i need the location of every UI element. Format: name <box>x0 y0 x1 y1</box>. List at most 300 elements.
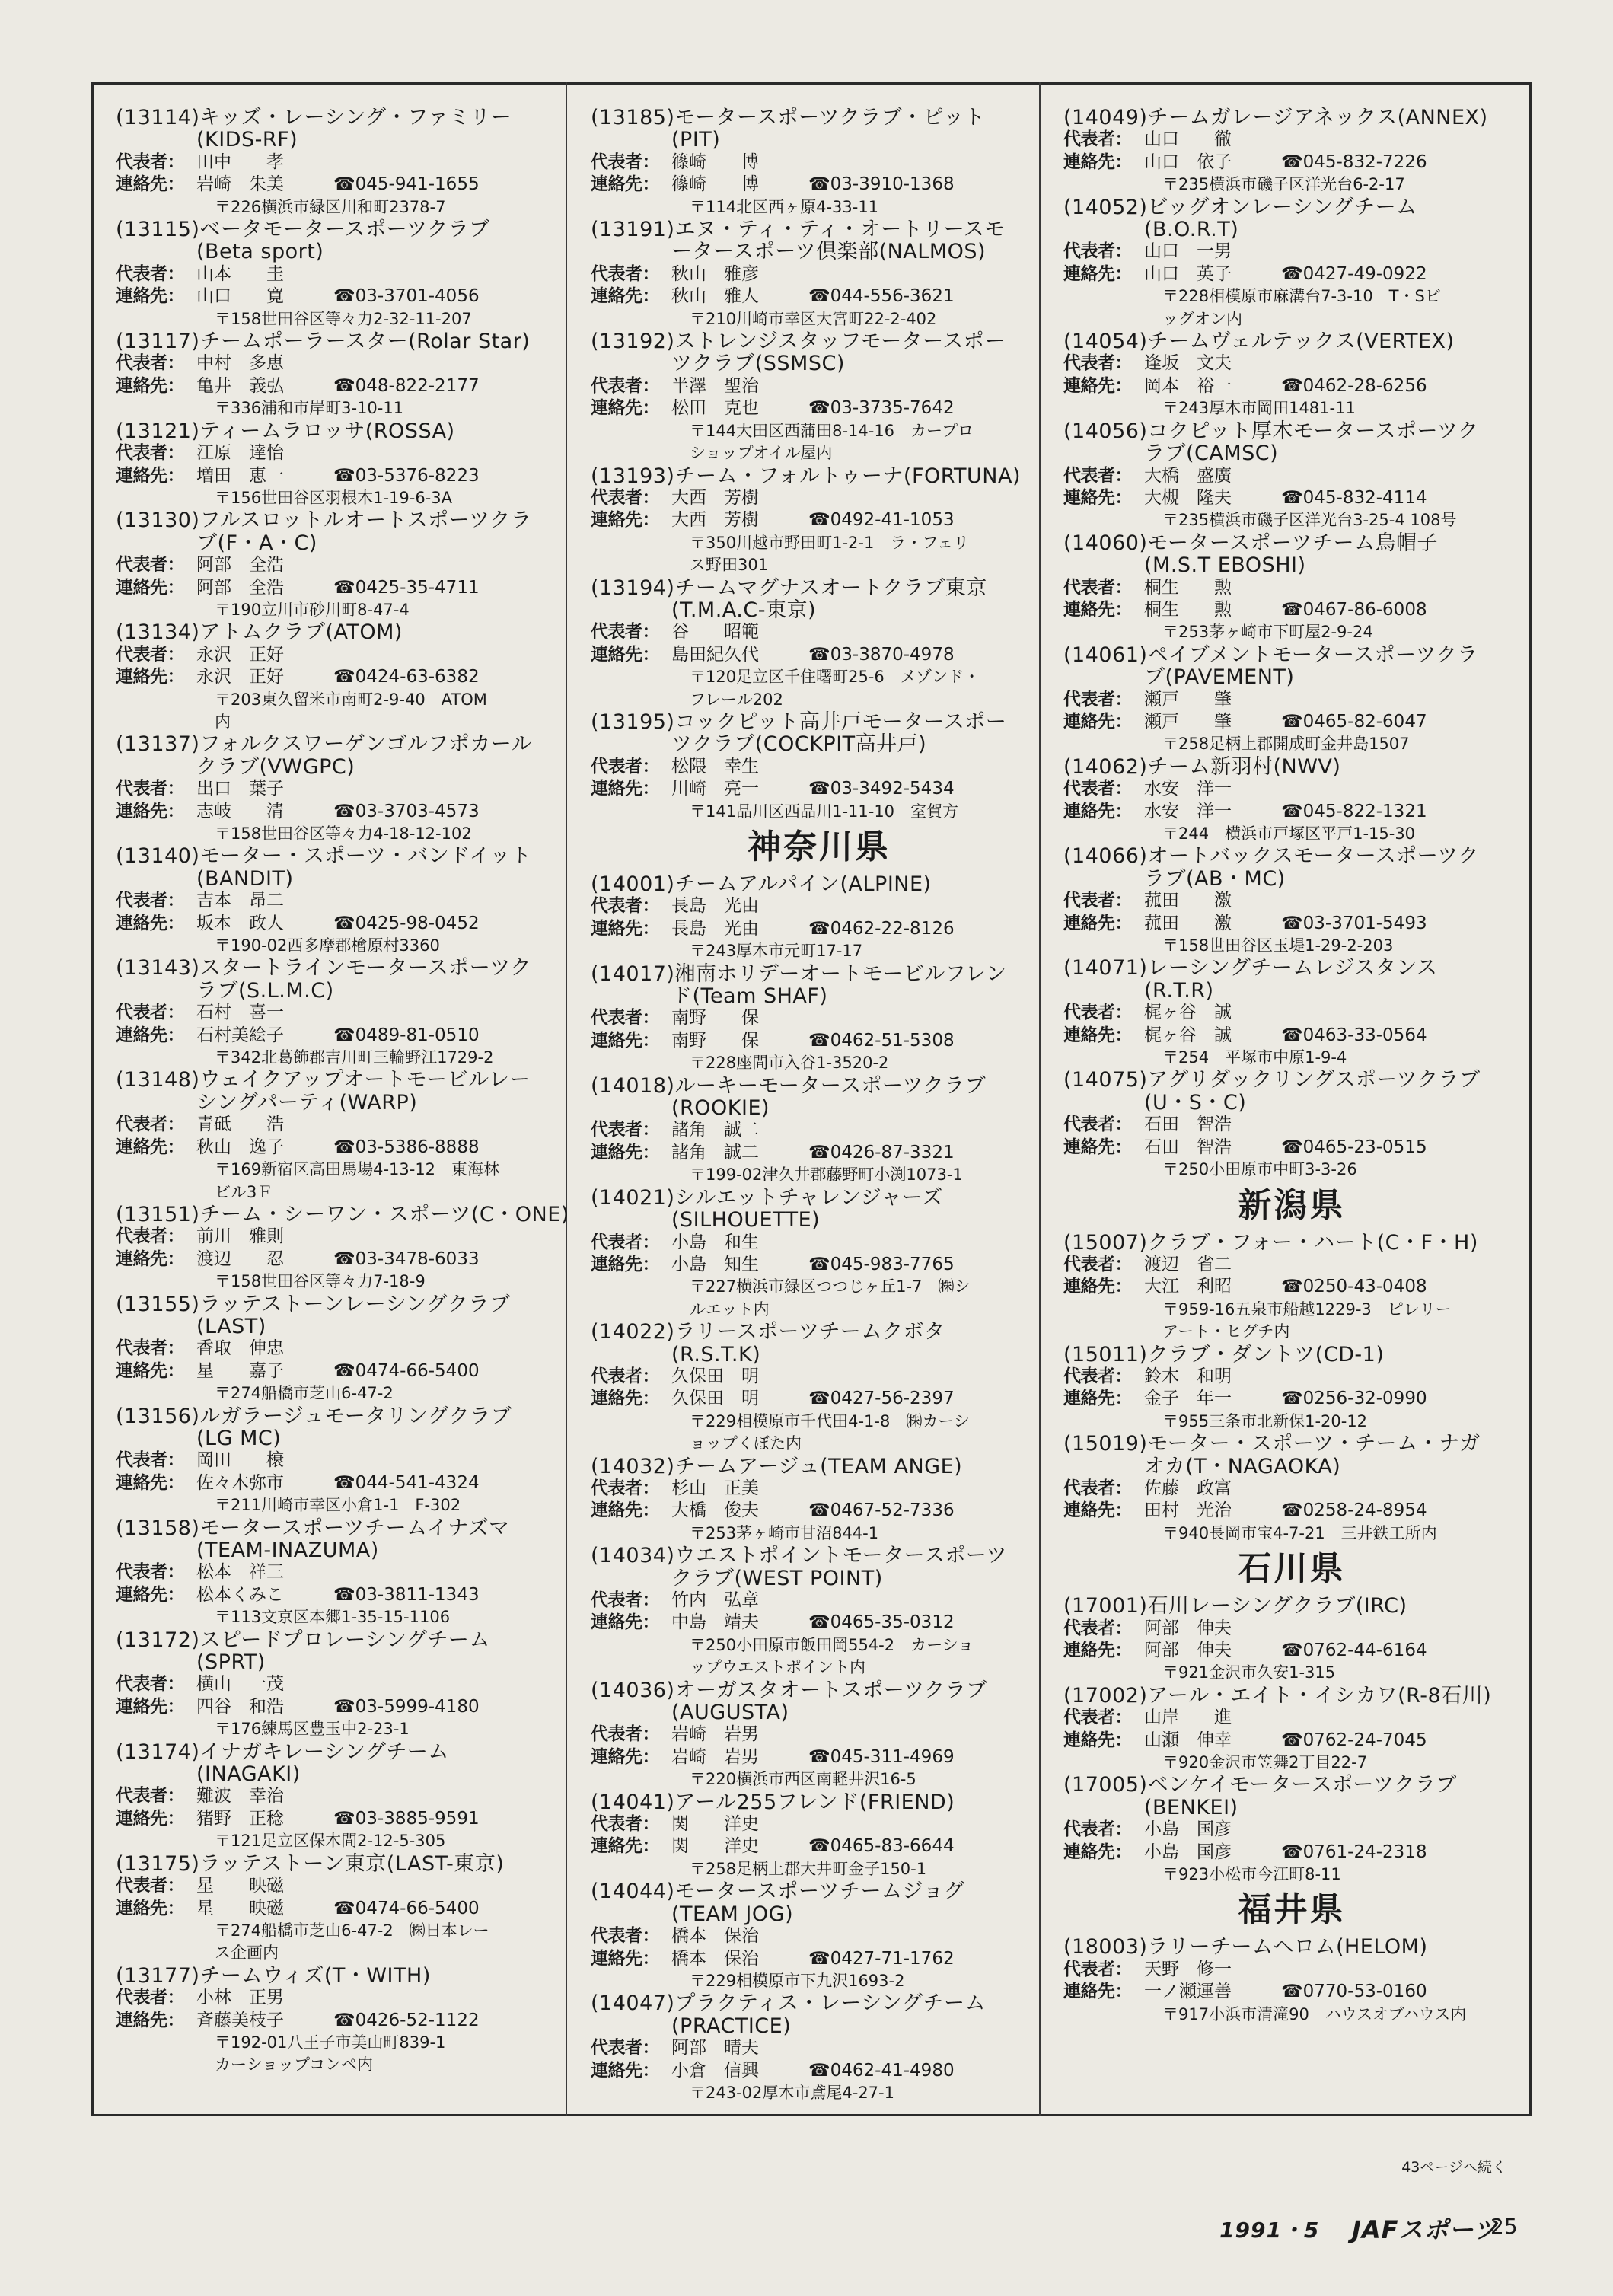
postal-address: 〒156世田谷区羽根木1-19-6-3A <box>215 488 452 507</box>
representative-label: 代表者： <box>591 151 659 172</box>
contact-name: 大西 芳樹 <box>671 510 759 531</box>
club-number-name: (13151)チーム・シーワン・スポーツ(C・ONE) <box>116 1202 569 1226</box>
contact-detail <box>196 1898 572 1920</box>
postal-address: 〒228相模原市麻溝台7-3-10 T・Sビ ッグオン内 <box>1162 287 1441 328</box>
postal-address: 〒192-01八王子市美山町839-1 カーショップコンペ内 <box>215 2033 446 2074</box>
club-name-continued: ツクラブ(COCKPIT高井戸) <box>671 732 927 757</box>
phone-number: ☎03-3478-6033 <box>333 1248 480 1269</box>
club-number-name: (14044)モータースポーツチームジョグ <box>591 1880 965 1904</box>
contact-name: 篠崎 博 <box>671 174 759 195</box>
phone-number: ☎0489-81-0510 <box>333 1025 480 1045</box>
representative-label: 代表者： <box>1063 689 1132 710</box>
continued-note: 43ページへ続く <box>1401 2159 1506 2176</box>
club-entry <box>1063 1232 1520 1344</box>
contact-detail <box>1144 913 1520 935</box>
contact-name: 島田紀久代 <box>671 644 759 665</box>
phone-number: ☎03-3492-5434 <box>808 779 955 799</box>
representative-label: 代表者： <box>116 1786 184 1807</box>
contact-detail <box>1144 711 1520 733</box>
club-number-name: (15011)クラブ・ダントツ(CD-1) <box>1063 1342 1385 1366</box>
prefecture-heading: 新潟県 <box>1238 1185 1346 1225</box>
representative-row <box>591 2037 1047 2059</box>
contact-detail <box>671 1500 1047 1522</box>
contact-label: 連絡先： <box>116 1584 184 1605</box>
representative-label: 代表者： <box>591 1478 659 1498</box>
contact-label: 連絡先： <box>591 1030 659 1051</box>
club-entry <box>116 845 572 957</box>
representative-name: 篠崎 博 <box>671 151 759 172</box>
contact-label: 連絡先： <box>1063 599 1132 620</box>
contact-detail <box>1144 1137 1520 1159</box>
representative-row <box>591 756 1047 778</box>
representative-name: 石村 喜一 <box>196 1003 284 1023</box>
phone-number: ☎045-832-7226 <box>1281 151 1427 172</box>
representative-row <box>116 352 572 375</box>
contact-detail <box>671 1142 1047 1164</box>
contact-label: 連絡先： <box>591 1836 659 1857</box>
club-name-continued: (R.T.R) <box>1144 978 1214 1003</box>
contact-detail <box>671 1612 1047 1634</box>
representative-label: 代表者： <box>591 1590 659 1610</box>
postal-address: 〒176練馬区豊玉中2-23-1 <box>215 1720 410 1739</box>
contact-label: 連絡先： <box>1063 1641 1132 1660</box>
contact-detail <box>1144 1388 1520 1410</box>
postal-address: 〒158世田谷区等々力7-18-9 <box>215 1272 426 1291</box>
club-entry <box>591 1992 1047 2104</box>
club-number-name: (14041)アール255フレンド(FRIEND) <box>591 1790 955 1814</box>
club-entry <box>116 107 572 218</box>
representative-label: 代表者： <box>591 375 659 396</box>
representative-label: 代表者： <box>1063 577 1132 598</box>
representative-name: 前川 雅則 <box>196 1226 284 1247</box>
postal-address: 〒190立川市砂川町8-47-4 <box>215 600 410 619</box>
club-number-name: (14075)アグリダックリングスポーツクラブ <box>1063 1068 1481 1092</box>
club-heading <box>116 733 572 778</box>
postal-address: 〒190-02西多摩郡檜原村3360 <box>215 936 440 955</box>
contact-detail <box>671 509 1047 531</box>
representative-row <box>1063 890 1520 912</box>
contact-row <box>116 577 572 599</box>
contact-name: 斉藤美枝子 <box>196 2010 284 2030</box>
contact-detail <box>1144 151 1520 174</box>
contact-detail <box>671 1030 1047 1052</box>
club-heading <box>1063 532 1520 577</box>
phone-number: ☎0492-41-1053 <box>808 510 955 531</box>
contact-label: 連絡先： <box>591 174 659 195</box>
representative-name: 山岸 進 <box>1144 1708 1232 1728</box>
club-heading <box>116 330 572 352</box>
representative-row <box>116 644 572 666</box>
contact-name: 菰田 激 <box>1144 913 1232 933</box>
club-number-name: (14001)チームアルパイン(ALPINE) <box>591 872 932 896</box>
representative-row <box>1063 1819 1520 1841</box>
contact-label: 連絡先： <box>116 913 184 933</box>
club-heading <box>1063 1936 1520 1958</box>
contact-label: 連絡先： <box>1063 151 1132 172</box>
representative-row <box>591 375 1047 397</box>
postal-address: 〒235横浜市磯子区洋光台6-2-17 <box>1162 175 1405 194</box>
representative-name: 田中 孝 <box>196 151 284 172</box>
club-name-continued: (KIDS-RF) <box>196 128 298 152</box>
representative-name: 秋山 雅彦 <box>671 263 759 284</box>
representative-name: 阿部 伸夫 <box>1144 1618 1232 1638</box>
club-heading <box>116 1405 572 1450</box>
phone-number: ☎0762-44-6164 <box>1281 1641 1427 1660</box>
contact-detail <box>1144 487 1520 509</box>
club-entry <box>116 218 572 330</box>
representative-name: 山本 圭 <box>196 263 284 284</box>
prefecture-heading: 神奈川県 <box>748 828 891 866</box>
postal-address: 〒158世田谷区等々力4-18-12-102 <box>215 824 472 843</box>
contact-name: 永沢 正好 <box>196 667 284 687</box>
club-heading <box>1063 644 1520 689</box>
representative-row <box>1063 1707 1520 1729</box>
club-number-name: (13115)ベータモータースポーツクラブ <box>116 218 490 242</box>
representative-label: 代表者： <box>1063 1003 1132 1023</box>
club-entry <box>116 1293 572 1405</box>
contact-name: 松田 克也 <box>671 398 759 419</box>
contact-label: 連絡先： <box>116 375 184 396</box>
representative-row <box>1063 1959 1520 1981</box>
contact-name: 山口 依子 <box>1144 151 1232 172</box>
representative-name: 小島 国彦 <box>1144 1819 1232 1840</box>
representative-label: 代表者： <box>116 644 184 665</box>
phone-number: ☎045-311-4969 <box>808 1746 955 1767</box>
contact-name: 水安 洋一 <box>1144 801 1232 821</box>
postal-address: 〒923小松市今江町8-11 <box>1162 1865 1341 1884</box>
representative-row <box>591 151 1047 174</box>
club-entry <box>591 1545 1047 1679</box>
contact-row <box>1063 375 1520 397</box>
representative-name: 中村 多恵 <box>196 353 284 374</box>
representative-label: 代表者： <box>1063 241 1132 262</box>
representative-name: 橋本 保治 <box>671 1926 759 1947</box>
contact-label: 連絡先： <box>116 286 184 307</box>
postal-address: 〒244 横浜市戸塚区平戸1-15-30 <box>1162 824 1416 843</box>
contact-detail <box>196 1696 572 1718</box>
club-heading <box>116 1293 572 1338</box>
representative-row <box>591 263 1047 285</box>
contact-name: 岩崎 岩男 <box>671 1746 759 1767</box>
contact-label: 連絡先： <box>116 1360 184 1381</box>
directory-column-2 <box>591 107 1047 2105</box>
representative-label: 代表者： <box>116 353 184 374</box>
club-heading <box>1063 1774 1520 1819</box>
contact-label: 連絡先： <box>1063 913 1132 933</box>
club-number-name: (14054)チームヴェルテックス(VERTEX) <box>1063 330 1455 354</box>
representative-name: 大西 芳樹 <box>671 487 759 508</box>
contact-label: 連絡先： <box>591 1254 659 1274</box>
club-entry <box>591 1075 1047 1187</box>
contact-row <box>116 1137 572 1159</box>
representative-label: 代表者： <box>591 1724 659 1745</box>
contact-name: 長島 光由 <box>671 918 759 939</box>
phone-number: ☎0424-63-6382 <box>333 667 480 687</box>
phone-number: ☎03-3701-4056 <box>333 286 480 307</box>
contact-name: 星 嘉子 <box>196 1360 284 1381</box>
postal-address: 〒121足立区保木間2-12-5-305 <box>215 1832 446 1851</box>
club-entry <box>1063 1595 1520 1685</box>
representative-label: 代表者： <box>116 1115 184 1135</box>
representative-label: 代表者： <box>116 151 184 172</box>
club-entry <box>1063 107 1520 196</box>
representative-row <box>591 1366 1047 1388</box>
club-heading <box>1063 1344 1520 1366</box>
postal-address: 〒203東久留米市南町2-9-40 ATOM 内 <box>215 690 487 731</box>
contact-label: 連絡先： <box>1063 375 1132 396</box>
contact-detail <box>196 174 572 196</box>
club-number-name: (13114)キッズ・レーシング・ファミリー <box>116 107 512 129</box>
contact-label: 連絡先： <box>591 1746 659 1767</box>
representative-label: 代表者： <box>116 1450 184 1471</box>
contact-detail <box>196 913 572 935</box>
contact-row <box>591 1388 1047 1410</box>
contact-detail <box>671 285 1047 308</box>
phone-number: ☎03-3811-1343 <box>333 1584 480 1605</box>
phone-number: ☎03-3885-9591 <box>333 1808 480 1829</box>
club-entry <box>591 1880 1047 1992</box>
contact-row <box>591 1030 1047 1052</box>
phone-number: ☎045-822-1321 <box>1281 801 1427 821</box>
contact-detail <box>196 1137 572 1159</box>
representative-name: 出口 葉子 <box>196 779 284 799</box>
contact-name: 坂本 政人 <box>196 913 284 933</box>
contact-name: 諸角 誠二 <box>671 1142 759 1162</box>
club-number-name: (15019)モーター・スポーツ・チーム・ナガ <box>1063 1432 1481 1456</box>
representative-name: 小林 正男 <box>196 1988 284 2008</box>
contact-row <box>1063 1730 1520 1752</box>
representative-row <box>1063 1002 1520 1024</box>
phone-number: ☎03-5386-8888 <box>333 1137 480 1157</box>
club-heading <box>591 1545 1047 1590</box>
contact-detail <box>196 285 572 308</box>
postal-address: 〒211川崎市幸区小倉1-1 F-302 <box>215 1496 461 1515</box>
club-name-continued: シングパーティ(WARP) <box>196 1090 418 1115</box>
contact-detail <box>196 1584 572 1606</box>
contact-detail <box>1144 1500 1520 1522</box>
club-number-name: (13194)チームマグナスオートクラブ東京 <box>591 576 987 600</box>
representative-label: 代表者： <box>591 1120 659 1140</box>
contact-row <box>591 397 1047 419</box>
representative-row <box>116 1785 572 1807</box>
club-name-continued: ータースポーツ倶楽部(NALMOS) <box>671 240 987 264</box>
club-heading <box>116 218 572 263</box>
contact-row <box>591 1254 1047 1276</box>
contact-row <box>1063 1640 1520 1662</box>
club-entry <box>1063 1774 1520 1886</box>
contact-label: 連絡先： <box>1063 1277 1132 1297</box>
representative-label: 代表者： <box>1063 353 1132 374</box>
phone-number: ☎044-556-3621 <box>808 286 955 307</box>
representative-row <box>1063 577 1520 599</box>
club-heading <box>116 107 572 151</box>
club-number-name: (14062)チーム新羽村(NWV) <box>1063 754 1341 779</box>
representative-name: 水安 洋一 <box>1144 779 1232 799</box>
club-heading <box>116 621 572 643</box>
representative-label: 代表者： <box>116 443 184 464</box>
contact-row <box>591 1746 1047 1768</box>
postal-address: 〒253茅ヶ崎市下町屋2-9-24 <box>1162 623 1373 642</box>
club-number-name: (13158)モータースポーツチームイナズマ <box>116 1516 510 1540</box>
postal-address: 〒274船橋市芝山6-47-2 <box>215 1384 394 1403</box>
contact-label: 連絡先： <box>116 1025 184 1045</box>
contact-name: 梶ヶ谷 誠 <box>1144 1025 1232 1045</box>
contact-name: 志岐 清 <box>196 801 284 821</box>
club-entry <box>1063 1433 1520 1545</box>
representative-row <box>116 1449 572 1472</box>
phone-number: ☎0474-66-5400 <box>333 1898 480 1918</box>
representative-name: 大橋 盛廣 <box>1144 465 1232 486</box>
representative-name: 瀬戸 肇 <box>1144 689 1232 710</box>
prefecture-heading: 石川県 <box>1238 1549 1346 1589</box>
contact-detail <box>1144 599 1520 621</box>
postal-address: 〒258足柄上郡開成町金井島1507 <box>1162 735 1410 754</box>
representative-label: 代表者： <box>1063 891 1132 911</box>
phone-number: ☎0761-24-2318 <box>1281 1842 1427 1862</box>
club-heading <box>1063 1595 1520 1617</box>
club-entry <box>116 1204 572 1293</box>
club-number-name: (14021)シルエットチャレンジャーズ <box>591 1185 943 1210</box>
contact-row <box>116 285 572 308</box>
representative-name: 阿部 全浩 <box>196 555 284 576</box>
representative-row <box>1063 129 1520 151</box>
contact-label: 連絡先： <box>116 1137 184 1157</box>
representative-name: 岩崎 岩男 <box>671 1724 759 1745</box>
contact-name: 佐々木弥市 <box>196 1472 284 1493</box>
club-name-continued: (SILHOUETTE) <box>671 1208 821 1233</box>
club-name-continued: ブ(PAVEMENT) <box>1144 665 1295 690</box>
club-entry <box>116 420 572 510</box>
club-number-name: (13130)フルスロットルオートスポーツクラ <box>116 509 532 533</box>
contact-label: 連絡先： <box>591 1389 659 1409</box>
representative-row <box>591 1813 1047 1835</box>
representative-label: 代表者： <box>1063 1618 1132 1638</box>
club-number-name: (14060)モータースポーツチーム烏帽子 <box>1063 531 1438 555</box>
page-number: 25 <box>1490 2214 1518 2239</box>
contact-row <box>116 2010 572 2032</box>
phone-number: ☎0467-86-6008 <box>1281 599 1427 620</box>
representative-name: 永沢 正好 <box>196 644 284 665</box>
postal-address: 〒227横浜市緑区つつじヶ丘1-7 ㈱シ ルエット内 <box>690 1277 971 1319</box>
club-name-continued: ラブ(AB・MC) <box>1144 866 1286 891</box>
representative-row <box>1063 352 1520 375</box>
representative-name: 長島 光由 <box>671 896 759 917</box>
contact-name: 大橋 俊夫 <box>671 1500 759 1521</box>
representative-name: 諸角 誠二 <box>671 1120 759 1140</box>
club-heading <box>1063 957 1520 1002</box>
club-heading <box>1063 845 1520 890</box>
contact-label: 連絡先： <box>1063 1025 1132 1045</box>
phone-number: ☎0462-41-4980 <box>808 2060 955 2081</box>
phone-number: ☎03-3735-7642 <box>808 398 955 419</box>
contact-name: 瀬戸 肇 <box>1144 711 1232 732</box>
club-number-name: (13172)スピードプロレーシングチーム <box>116 1628 490 1652</box>
contact-name: 金子 年一 <box>1144 1389 1232 1409</box>
contact-name: 亀井 義弘 <box>196 375 284 396</box>
representative-label: 代表者： <box>1063 1708 1132 1728</box>
postal-address: 〒253茅ヶ崎市甘沼844-1 <box>690 1523 879 1542</box>
contact-detail <box>196 465 572 487</box>
representative-name: 関 洋史 <box>671 1814 759 1835</box>
contact-detail <box>1144 1025 1520 1047</box>
contact-label: 連絡先： <box>591 2060 659 2081</box>
contact-row <box>1063 711 1520 733</box>
contact-row <box>116 1248 572 1271</box>
contact-row <box>116 666 572 688</box>
club-name-continued: オカ(T・NAGAOKA) <box>1144 1454 1341 1478</box>
representative-name: 半澤 聖治 <box>671 375 759 396</box>
representative-name: 青砥 浩 <box>196 1115 284 1135</box>
club-heading <box>591 218 1047 263</box>
contact-label: 連絡先： <box>1063 1500 1132 1521</box>
representative-row <box>591 1119 1047 1141</box>
club-heading <box>116 845 572 890</box>
phone-number: ☎03-3910-1368 <box>808 174 955 195</box>
contact-row <box>591 1835 1047 1858</box>
postal-address: 〒199-02津久井郡藤野町小渕1073-1 <box>690 1166 963 1185</box>
contact-name: 大江 利昭 <box>1144 1277 1232 1297</box>
club-heading <box>1063 1069 1520 1114</box>
contact-detail <box>671 1746 1047 1768</box>
phone-number: ☎0465-23-0515 <box>1281 1137 1427 1157</box>
club-name-continued: クラブ(VWGPC) <box>196 754 355 779</box>
postal-address: 〒144大田区西蒲田8-14-16 カープロ ショップオイル屋内 <box>690 421 974 463</box>
phone-number: ☎0474-66-5400 <box>333 1360 480 1381</box>
postal-address: 〒113文京区本郷1-35-15-1106 <box>215 1608 451 1627</box>
representative-name: 逢坂 文夫 <box>1144 353 1232 374</box>
representative-label: 代表者： <box>116 1226 184 1247</box>
club-entry <box>1063 845 1520 957</box>
club-name-continued: (SPRT) <box>196 1650 266 1675</box>
representative-label: 代表者： <box>116 1003 184 1023</box>
phone-number: ☎0462-28-6256 <box>1281 375 1427 396</box>
club-entry <box>591 1456 1047 1545</box>
club-entry <box>591 577 1047 711</box>
club-entry <box>1063 644 1520 756</box>
club-number-name: (14066)オートバックスモータースポーツク <box>1063 844 1479 869</box>
contact-row <box>591 285 1047 308</box>
representative-row <box>116 1987 572 2009</box>
club-entry <box>591 1679 1047 1791</box>
club-name-continued: (LAST) <box>196 1314 266 1338</box>
club-heading <box>116 1965 572 1987</box>
phone-number: ☎0256-32-0990 <box>1281 1389 1427 1409</box>
contact-row <box>1063 1025 1520 1047</box>
postal-address: 〒258足柄上郡大井町金子150-1 <box>690 1859 927 1878</box>
contact-row <box>1063 599 1520 621</box>
club-entry <box>1063 196 1520 330</box>
contact-name: 四谷 和浩 <box>196 1696 284 1717</box>
contact-label: 連絡先： <box>116 2010 184 2030</box>
representative-label: 代表者： <box>116 263 184 284</box>
club-entry <box>591 1321 1047 1455</box>
representative-label: 代表者： <box>116 1562 184 1583</box>
postal-address: 〒114北区西ヶ原4-33-11 <box>690 197 879 216</box>
representative-row <box>116 1338 572 1360</box>
club-name-continued: (Beta sport) <box>196 240 324 264</box>
club-entry <box>1063 1344 1520 1433</box>
club-heading <box>591 1992 1047 2037</box>
club-entry <box>1063 420 1520 532</box>
representative-name: 梶ヶ谷 誠 <box>1144 1003 1232 1023</box>
postal-address: 〒243厚木市岡田1481-11 <box>1162 399 1356 418</box>
representative-row <box>1063 778 1520 800</box>
contact-detail <box>196 1025 572 1047</box>
postal-address: 〒220横浜市西区南軽井沢16-5 <box>690 1770 916 1789</box>
contact-label: 連絡先： <box>116 577 184 598</box>
phone-number: ☎0425-98-0452 <box>333 913 480 933</box>
contact-label: 連絡先： <box>1063 1137 1132 1157</box>
